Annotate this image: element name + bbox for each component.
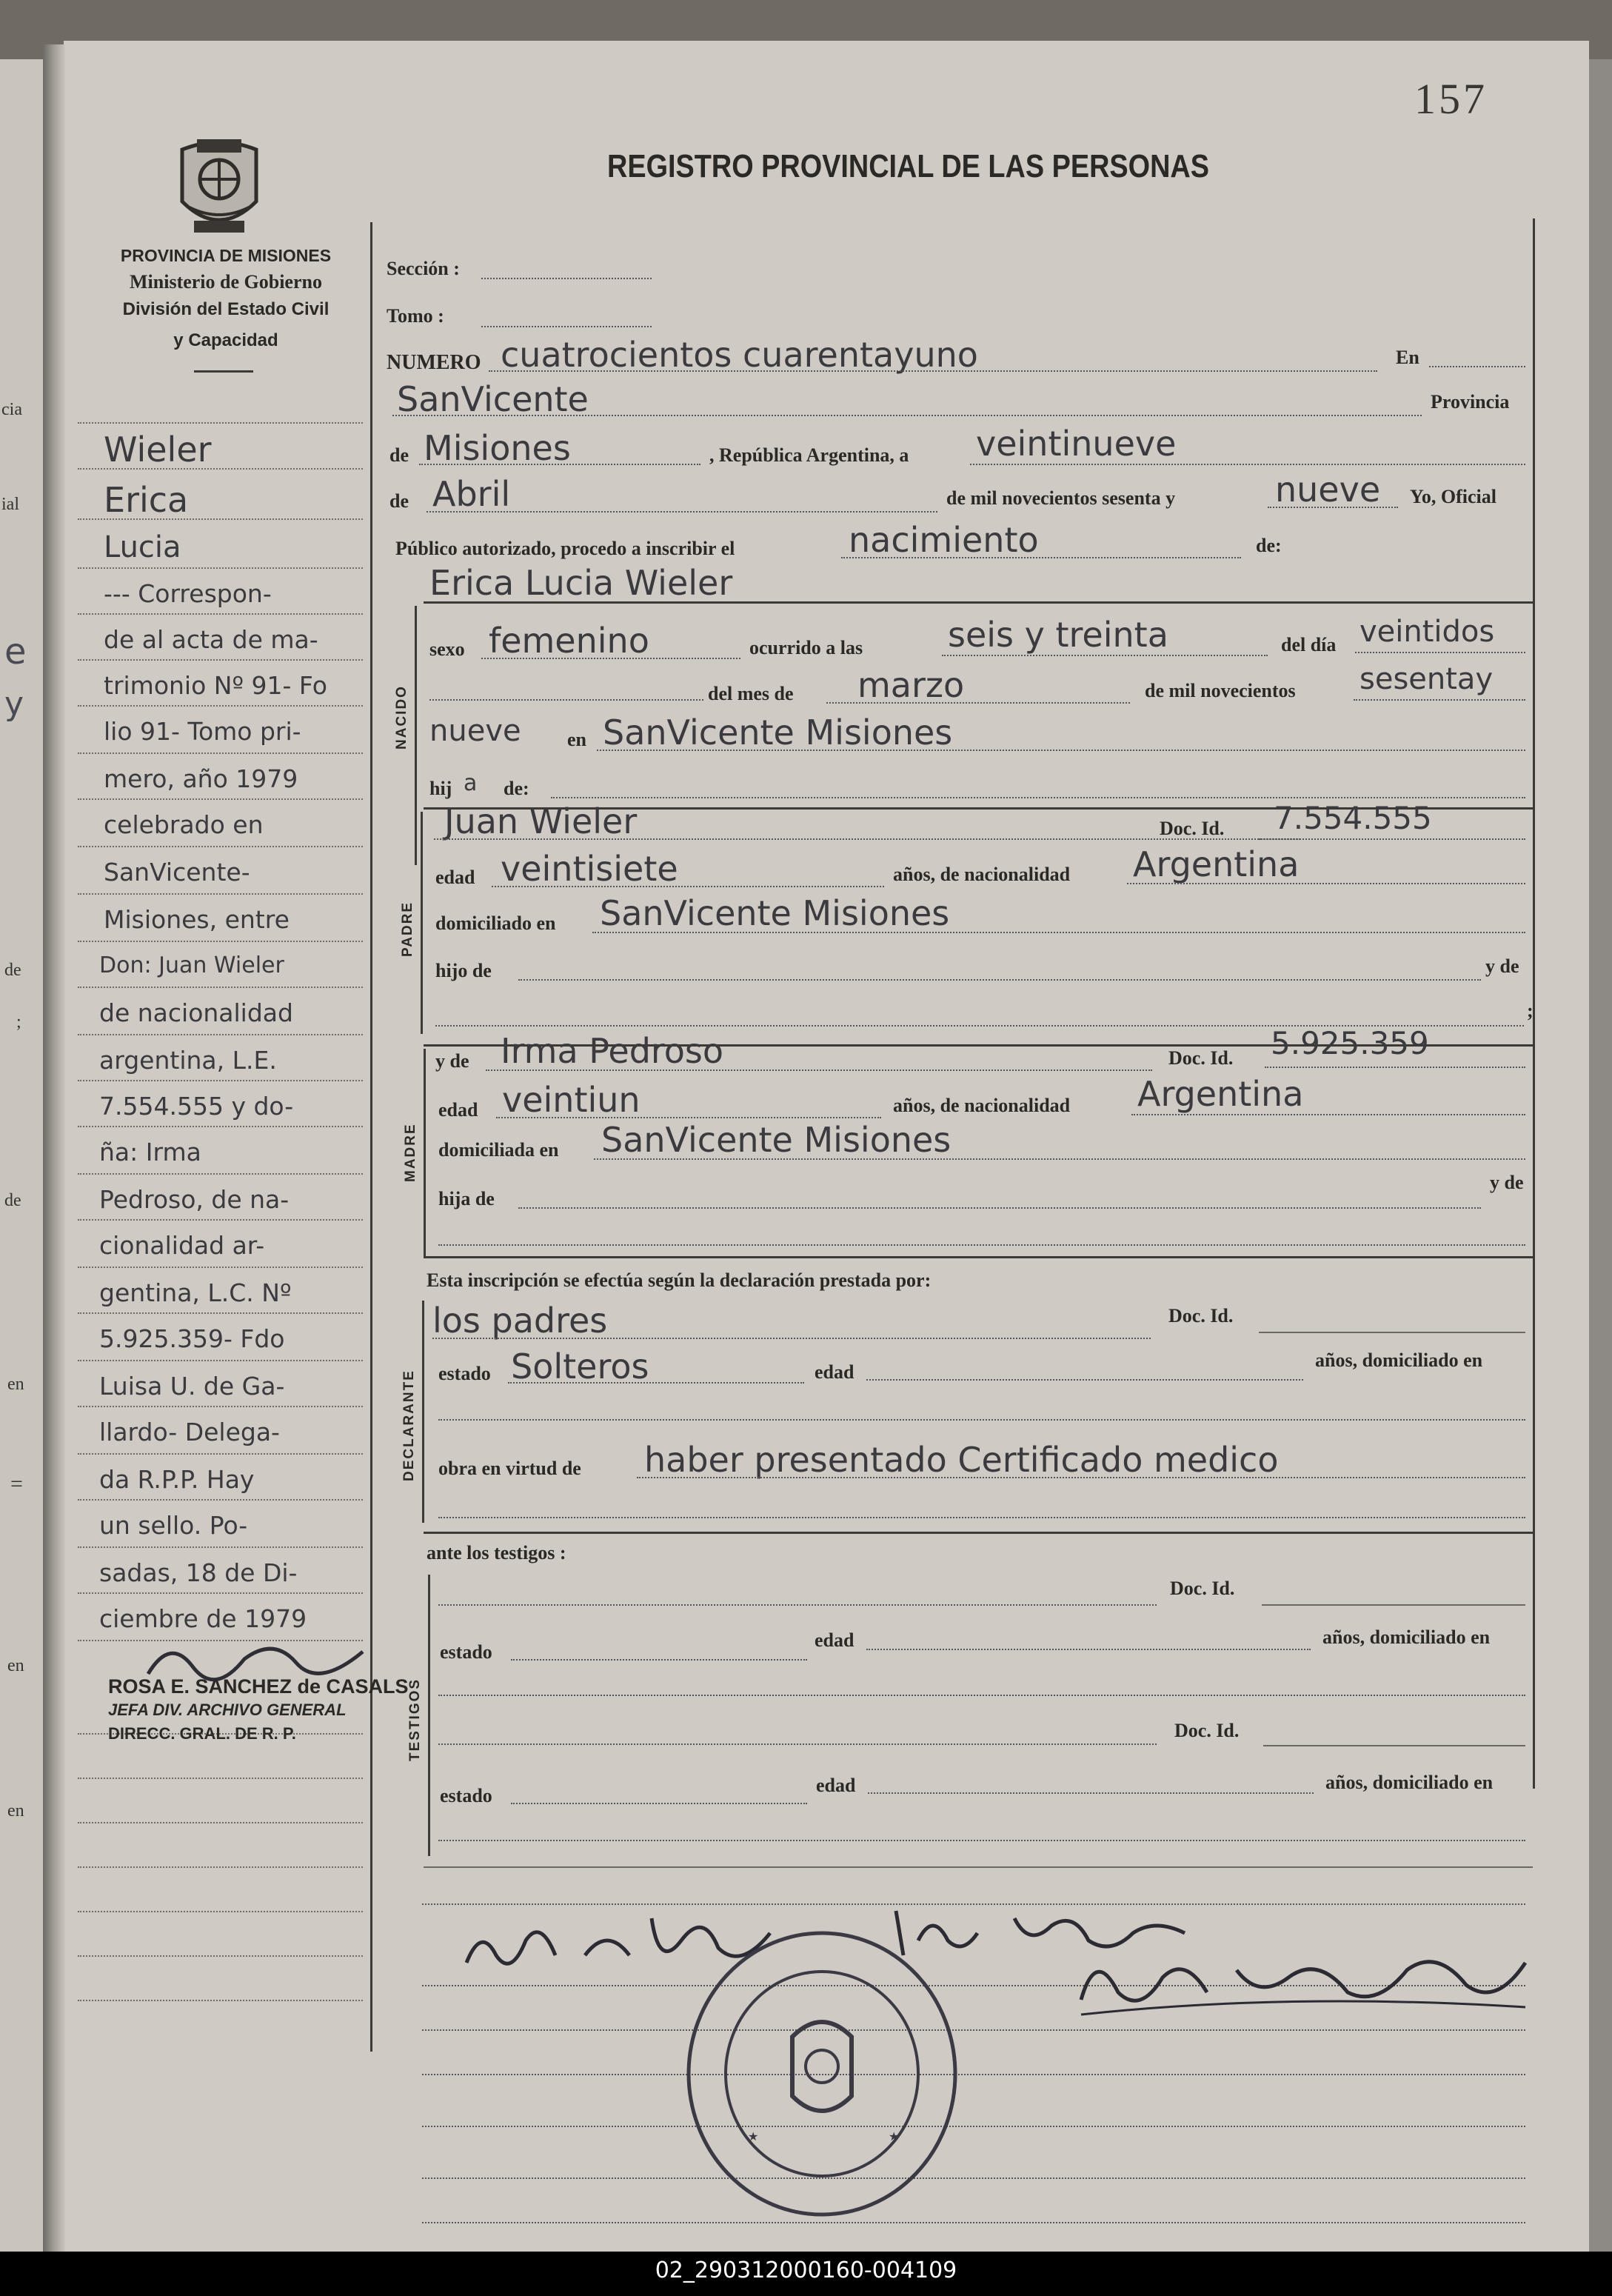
margin-rule — [78, 705, 363, 707]
margin-rule — [78, 659, 363, 661]
anio-label: de mil novecientos — [1145, 680, 1296, 701]
testigo1-estado-label: estado — [440, 1641, 492, 1663]
margin-rule — [78, 846, 363, 847]
del-dia-label: del día — [1281, 634, 1337, 655]
margin-note-line: da R.P.P. Hay — [99, 1465, 255, 1494]
hij-field — [551, 797, 1525, 798]
margin-rule — [78, 1267, 363, 1268]
svg-text:★: ★ — [889, 2129, 900, 2143]
margin-stamp-direction: DIRECC. GRAL. DE R. P. — [108, 1724, 296, 1743]
oficial-label: Yo, Oficial — [1410, 486, 1496, 507]
act-field — [841, 557, 1241, 558]
margin-rule — [78, 941, 363, 942]
day-field — [970, 464, 1525, 465]
padre-domicilio-field — [592, 932, 1525, 933]
margin-note-line: cionalidad ar- — [99, 1231, 265, 1260]
margin-rule — [78, 1406, 363, 1407]
padre-y-de-label: y de — [1485, 955, 1519, 977]
issuer-ministry: Ministerio de Gobierno — [130, 271, 322, 293]
obra-field — [637, 1477, 1525, 1478]
padre-nacionalidad-field — [1127, 883, 1525, 884]
tomo-label: Tomo : — [387, 305, 444, 327]
madre-domicilio-field — [594, 1158, 1525, 1160]
margin-rule — [78, 1822, 363, 1823]
place-field — [392, 415, 1422, 416]
margin-note-line: gentina, L.C. Nº — [99, 1278, 292, 1307]
testigo1-edad-field — [866, 1649, 1311, 1650]
margin-first-name: Erica — [104, 480, 189, 520]
declarante-bracket — [422, 1301, 424, 1523]
en-label: en — [567, 729, 586, 750]
margin-rule — [78, 1360, 363, 1361]
en-field — [1429, 366, 1525, 367]
padre-doc-field — [1259, 838, 1525, 840]
image-id-label: 02_290312000160-004109 — [655, 2257, 957, 2283]
margin-rule — [78, 1034, 363, 1035]
margin-rule — [78, 1955, 363, 1957]
padre-domicilio-label: domiciliado en — [435, 912, 556, 934]
madre-section-label: MADRE — [403, 1123, 418, 1182]
testigo2-doc-field — [1263, 1745, 1525, 1746]
prev-page-fragment: ; — [16, 1012, 21, 1032]
prev-page-fragment: e — [4, 631, 27, 673]
page-number: 157 — [1414, 75, 1488, 123]
testigos-bracket — [428, 1575, 430, 1856]
testigos-intro-label: ante los testigos : — [427, 1542, 566, 1564]
testigo2-estado-label: estado — [440, 1785, 492, 1806]
margin-stamp-title: JEFA DIV. ARCHIVO GENERAL — [108, 1701, 347, 1719]
hija-de-field — [518, 1207, 1481, 1209]
declarante-estado-value: Solteros — [511, 1346, 649, 1386]
testigo2-domicilio-label: años, domiciliado en — [1325, 1772, 1494, 1793]
de2-label: de — [389, 490, 409, 512]
testigo1-domicilio-label: años, domiciliado en — [1322, 1626, 1491, 1648]
margin-note-line: de nacionalidad — [99, 998, 293, 1027]
margin-rule — [78, 1312, 363, 1314]
margin-rule — [78, 1126, 363, 1127]
padre-nacionalidad-value: Argentina — [1133, 844, 1300, 884]
previous-page-edge — [0, 59, 46, 2252]
testigos-top-rule — [424, 1532, 1533, 1534]
signature-area-rule — [424, 1866, 1533, 1868]
republica-label: , República Argentina, a — [709, 444, 909, 466]
sexo-label: sexo — [429, 638, 465, 660]
margin-rule — [78, 2000, 363, 2001]
madre-edad-value: veintiun — [502, 1080, 641, 1120]
testigo2-estado-field — [511, 1803, 807, 1804]
hij-label: hij — [429, 778, 452, 799]
margin-note-line: de al acta de ma- — [104, 625, 318, 654]
mes-prefix-field — [429, 699, 703, 701]
margin-note-line: argentina, L.E. — [99, 1046, 277, 1075]
testigo2-edad-field — [868, 1792, 1314, 1794]
madre-y-de2-label: y de — [1490, 1172, 1524, 1193]
signature-line — [422, 2126, 1525, 2127]
padre-edad-field — [492, 886, 884, 887]
prev-page-fragment: de — [4, 1191, 21, 1210]
margin-note-line: ña: Irma — [99, 1138, 201, 1167]
issuer-capacidad: y Capacidad — [173, 330, 278, 350]
madre-nacionalidad-value: Argentina — [1137, 1074, 1304, 1114]
anio-field — [1354, 699, 1525, 701]
place-value: SanVicente — [397, 379, 589, 419]
nacido-section-label: NACIDO — [394, 685, 409, 750]
official-seal — [681, 1926, 963, 2226]
testigo2-doc-label: Doc. Id. — [1174, 1720, 1240, 1741]
madre-y-de-label: y de — [435, 1050, 469, 1072]
margin-rule — [78, 1866, 363, 1868]
declarante-name-field — [432, 1338, 1151, 1339]
madre-nacionalidad-field — [1131, 1114, 1525, 1115]
madre-doc-label: Doc. Id. — [1168, 1047, 1234, 1069]
margin-rule — [78, 1173, 363, 1175]
declarante-section-label: DECLARANTE — [401, 1369, 417, 1481]
padre-nacionalidad-label: años, de nacionalidad — [893, 864, 1071, 885]
anio-value: sesentay — [1360, 662, 1494, 696]
declarante-estado-field — [508, 1382, 804, 1384]
margin-surname: Wieler — [104, 430, 212, 470]
hijo-de-field — [518, 979, 1481, 981]
de3-label: de: — [1256, 535, 1282, 556]
padre-doc-label: Doc. Id. — [1160, 818, 1225, 839]
year-field — [1268, 507, 1398, 508]
madre-bracket — [424, 1049, 426, 1256]
margin-note-line: mero, año 1979 — [104, 764, 298, 793]
de-label: de — [389, 444, 409, 466]
margin-note-line: sadas, 18 de Di- — [99, 1558, 298, 1587]
signature-line — [422, 2177, 1525, 2179]
sexo-value: femenino — [489, 621, 649, 661]
day-value: veintinueve — [976, 424, 1177, 464]
page-title: REGISTRO PROVINCIAL DE LAS PERSONAS — [607, 148, 1209, 184]
hora-field — [942, 655, 1268, 656]
prev-page-fragment: en — [7, 1801, 24, 1821]
margin-rule — [78, 1219, 363, 1221]
margin-note-line: 5.925.359- Fdo — [99, 1324, 285, 1353]
margin-rule — [78, 987, 363, 988]
prev-page-fragment: y — [4, 685, 24, 723]
obra-label: obra en virtud de — [438, 1458, 581, 1479]
column-divider — [370, 222, 372, 2052]
month-field — [427, 511, 937, 513]
margin-note-line: Misiones, entre — [104, 905, 290, 934]
issuer-province: PROVINCIA DE MISIONES — [120, 246, 332, 265]
margin-rule — [78, 1592, 363, 1594]
madre-doc-value: 5.925.359 — [1271, 1025, 1429, 1061]
dia-field — [1355, 652, 1525, 653]
sexo-field — [481, 658, 740, 659]
testigos-section-label: TESTIGOS — [407, 1678, 423, 1761]
madre-domicilio-label: domiciliada en — [438, 1139, 559, 1161]
mes-value: marzo — [857, 665, 965, 705]
hij-suffix: a — [464, 770, 478, 796]
testigo1-estado-field — [511, 1659, 807, 1661]
numero-value: cuatrocientos cuarentayuno — [501, 335, 978, 375]
padre-section-label: PADRE — [400, 901, 415, 957]
margin-rule — [78, 567, 363, 569]
dia-value: veintidos — [1360, 615, 1495, 649]
margin-rule — [78, 422, 363, 424]
prev-page-fragment: en — [7, 1656, 24, 1675]
ocurrido-label: ocurrido a las — [749, 637, 863, 658]
child-name-value: Erica Lucia Wieler — [429, 563, 733, 603]
madre-doc-field — [1265, 1067, 1525, 1068]
testigo1-domicilio-field — [438, 1695, 1525, 1696]
margin-note-line: SanVicente- — [104, 858, 250, 887]
book-spine — [43, 44, 65, 2252]
act-value: nacimiento — [849, 520, 1039, 560]
seccion-label: Sección : — [387, 258, 460, 279]
margin-note-line: Pedroso, de na- — [99, 1185, 290, 1214]
signature-line — [422, 2029, 1525, 2031]
padre-domicilio-value: SanVicente Misiones — [600, 893, 950, 933]
padre-doc-value: 7.554.555 — [1274, 800, 1432, 836]
declarante-edad-label: edad — [815, 1361, 855, 1383]
testigo2-edad-label: edad — [816, 1775, 856, 1796]
seccion-field — [481, 278, 652, 279]
declarante-intro-label: Esta inscripción se efectúa según la declaración prestada por: — [427, 1269, 932, 1291]
signature-line — [422, 2074, 1525, 2075]
en-label: En — [1396, 347, 1419, 368]
margin-rule — [78, 1453, 363, 1455]
provincia-label: Provincia — [1431, 391, 1510, 413]
margin-rule — [78, 1499, 363, 1501]
margin-note-line: un sello. Po- — [99, 1511, 248, 1540]
hija-de-label: hija de — [438, 1188, 495, 1209]
hij-de-label: de: — [504, 778, 529, 799]
anio-value-continued: nueve — [429, 714, 521, 748]
padre-semicolon: ; — [1527, 1000, 1534, 1021]
margin-middle-name: Lucia — [104, 530, 181, 564]
testigo2-name-field — [438, 1743, 1157, 1745]
prev-page-fragment: = — [10, 1472, 23, 1496]
madre-edad-field — [496, 1117, 881, 1118]
hora-value: seis y treinta — [948, 615, 1168, 655]
month-value: Abril — [432, 474, 511, 514]
madre-domicilio-value: SanVicente Misiones — [601, 1120, 952, 1160]
obra-value: haber presentado Certificado medico — [644, 1440, 1279, 1480]
margin-rule — [78, 893, 363, 895]
madre-nacionalidad-label: años, de nacionalidad — [893, 1095, 1071, 1116]
declarante-domicilio-field — [438, 1419, 1525, 1421]
margin-rule — [78, 1080, 363, 1081]
coat-of-arms-icon — [167, 133, 271, 247]
margin-note-line: lio 91- Tomo pri- — [104, 717, 301, 746]
mes-field — [826, 702, 1130, 704]
prev-page-fragment: de — [4, 961, 21, 980]
nacido-bracket — [415, 606, 417, 865]
padre-edad-value: veintisiete — [501, 849, 678, 889]
margin-note-line: ciembre de 1979 — [99, 1604, 307, 1633]
issuer-underline — [194, 370, 253, 373]
padre-edad-label: edad — [435, 867, 475, 888]
numero-field — [489, 370, 1377, 372]
del-mes-label: del mes de — [708, 683, 794, 704]
margin-note-line: llardo- Delega- — [99, 1418, 280, 1446]
margin-note-line: Luisa U. de Ga- — [99, 1372, 285, 1401]
margin-rule — [78, 798, 363, 800]
obra-field-continued — [438, 1517, 1525, 1518]
svg-text:★: ★ — [748, 2129, 759, 2143]
padre-name-value: Juan Wieler — [444, 801, 638, 841]
margin-note-line: trimonio Nº 91- Fo — [104, 671, 327, 700]
testigo2-domicilio-field — [438, 1840, 1525, 1841]
issuer-division: División del Estado Civil — [122, 299, 330, 319]
year-label: de mil novecientos sesenta y — [946, 487, 1176, 509]
margin-stamp-name: ROSA E. SANCHEZ de CASALS — [108, 1675, 409, 1698]
margin-note-line: 7.554.555 y do- — [99, 1092, 294, 1121]
testigo1-name-field — [438, 1604, 1157, 1606]
margin-rule — [78, 752, 363, 754]
margin-rule — [78, 613, 363, 615]
province-value: Misiones — [424, 428, 571, 468]
prev-page-fragment: cia — [1, 400, 22, 419]
hijo-de-label: hijo de — [435, 960, 492, 981]
declarante-edad-field — [866, 1379, 1303, 1381]
prev-page-fragment: ial — [1, 495, 19, 514]
declarante-doc-field — [1259, 1332, 1525, 1333]
lugar-field — [597, 750, 1525, 751]
margin-note-line: Don: Juan Wieler — [99, 952, 284, 978]
margin-rule — [78, 1911, 363, 1912]
tomo-field — [481, 326, 652, 327]
declarante-name-value: los padres — [432, 1301, 608, 1341]
prev-page-fragment: en — [7, 1375, 24, 1394]
madre-y-de2-field — [438, 1244, 1525, 1246]
margin-rule — [78, 1546, 363, 1548]
declarante-top-rule — [424, 1256, 1533, 1258]
margin-rule — [78, 1778, 363, 1779]
signature-registrar — [1066, 1933, 1540, 2026]
margin-note-line: --- Correspon- — [104, 579, 272, 608]
padre-bracket — [421, 812, 423, 1034]
madre-name-value: Irma Pedroso — [501, 1031, 724, 1071]
province-field — [419, 464, 700, 465]
declarante-estado-label: estado — [438, 1363, 491, 1384]
publico-label: Público autorizado, procedo a inscribir el — [395, 538, 735, 559]
testigo1-edad-label: edad — [815, 1629, 855, 1651]
testigo1-doc-label: Doc. Id. — [1170, 1578, 1235, 1599]
declarante-doc-label: Doc. Id. — [1168, 1305, 1234, 1326]
declarante-domicilio-label: años, domiciliado en — [1315, 1349, 1483, 1371]
margin-note-line: celebrado en — [104, 810, 264, 839]
lugar-value: SanVicente Misiones — [603, 713, 953, 752]
year-value: nueve — [1275, 470, 1381, 510]
signature-line — [422, 2222, 1525, 2223]
madre-name-field — [486, 1069, 1152, 1071]
numero-label: NUMERO — [387, 351, 481, 374]
testigo1-doc-field — [1262, 1604, 1525, 1606]
madre-edad-label: edad — [438, 1099, 478, 1121]
